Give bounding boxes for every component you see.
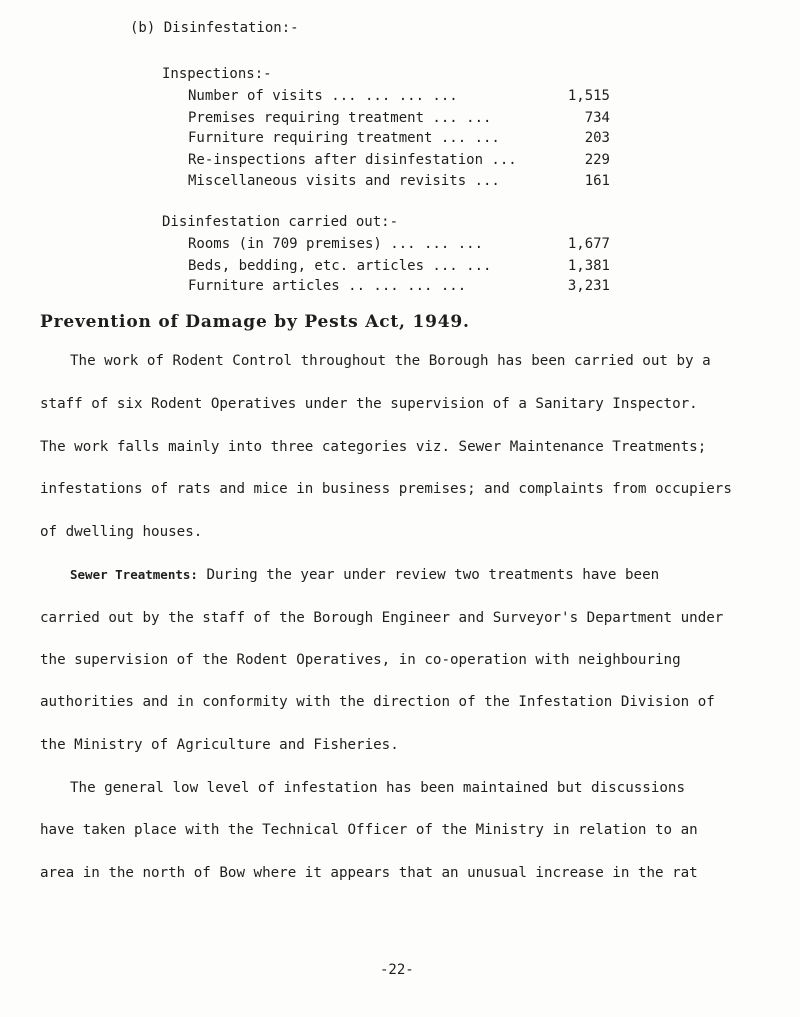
paragraph-line: the Ministry of Agriculture and Fisheries. <box>40 737 399 753</box>
paragraph-line: the supervision of the Rodent Operatives, in co-operation with neighbouring <box>40 652 681 668</box>
paragraph-line <box>70 565 800 585</box>
section-title: (b) Disinfestation:- <box>130 20 299 36</box>
paragraph-line: staff of six Rodent Operatives under the supervision of a Sanitary Inspector. <box>40 396 698 412</box>
row-value: 161 <box>584 173 610 189</box>
row-label: Number of visits ... ... ... ... <box>188 88 458 104</box>
paragraph-line: have taken place with the Technical Officer of the Ministry in relation to an <box>40 822 698 838</box>
paragraph-line: The work of Rodent Control throughout the Borough has been carried out by a <box>70 353 711 369</box>
subheading-sewer-treatments: Sewer Treatments: <box>70 567 198 582</box>
row-label: Beds, bedding, etc. articles ... ... <box>188 258 492 274</box>
paragraph-line: infestations of rats and mice in business premises; and complaints from occupiers <box>40 481 732 497</box>
paragraph-line: authorities and in conformity with the direction of the Infestation Division of <box>40 694 715 710</box>
paragraph-line: The work falls mainly into three categories viz. Sewer Maintenance Treatments; <box>40 439 707 455</box>
row-label: Furniture requiring treatment ... ... <box>188 130 500 146</box>
row-label: Re-inspections after disinfestation ... <box>188 152 517 168</box>
row-value: 1,381 <box>567 258 610 274</box>
inspections-title: Inspections:- <box>162 66 272 82</box>
row-value: 3,231 <box>567 278 610 294</box>
page-number: -22- <box>380 962 414 978</box>
row-label: Premises requiring treatment ... ... <box>188 110 492 126</box>
row-value: 203 <box>584 130 610 146</box>
paragraph-line: of dwelling houses. <box>40 524 203 540</box>
row-value: 734 <box>584 110 610 126</box>
paragraph-line: carried out by the staff of the Borough Engineer and Surveyor's Department under <box>40 610 724 626</box>
paragraph-line: The general low level of infestation has been maintained but discussions <box>70 780 685 796</box>
row-label: Furniture articles .. ... ... ... <box>188 278 467 294</box>
row-value: 229 <box>584 152 610 168</box>
paragraph-line-rest: During the year under review two treatments have been <box>197 567 660 583</box>
row-label: Rooms (in 709 premises) ... ... ... <box>188 236 484 252</box>
carried-out-title: Disinfestation carried out:- <box>162 214 399 230</box>
row-value: 1,515 <box>567 88 610 104</box>
paragraph-line: area in the north of Bow where it appears that an unusual increase in the rat <box>40 865 698 881</box>
row-value: 1,677 <box>567 236 610 252</box>
row-label: Miscellaneous visits and revisits ... <box>188 173 500 189</box>
section-heading: Prevention of Damage by Pests Act, 1949. <box>40 312 470 332</box>
